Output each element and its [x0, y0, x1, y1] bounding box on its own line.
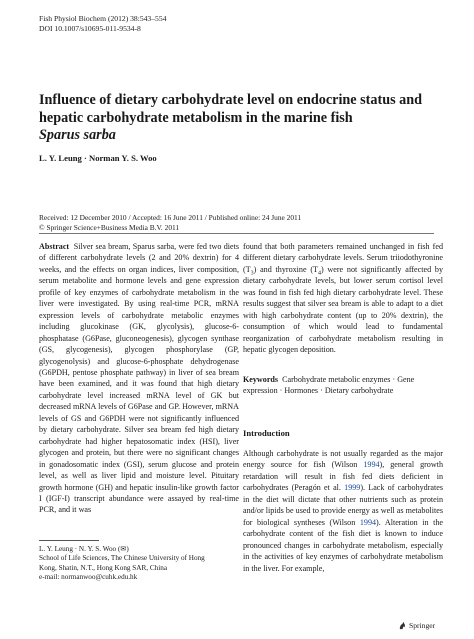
- article-title: [39, 92, 449, 145]
- abstract-text: Silver sea bream, Sparus sarba, were fed two diets of different carbohydrate levels (2 and 20% dextrin) for 4 weeks, and the effects on organ indices, liver composition, serum metabolite and hormone levels and gene expression profile of key enzymes of carbohydrate metabolism in the liver were investigated. By using real-time PCR, mRNA expression levels of carbohydrate metabolic enzymes including glucokinase (GK, glycolysis), glucose-6-phosphatase (G6Pase, gluconeogenesis), glycogen synthase (GS, glycogenesis), glycogen phosphorylase (GP, glycogenolysis) and glucose-6-phosphate dehydrogenase (G6PDH, pentose phosphate pathway) in liver of sea bream have been examined, and it was found that high dietary carbohydrate level increased mRNA level of GK but decreased mRNA levels of G6Pase and GP. However, mRNA levels of GS and G6PDH were not significantly influenced by dietary carbohydrate. Silver sea bream fed high dietary carbohydrate had higher hepatosomatic index (HSI), liver glycogen and protein, but there were no significant changes in gonadosomatic index (GSI), serum glucose and protein level, as well as liver lipid and moisture level. Pituitary growth hormone (GH) and hepatic insulin-like growth factor I (IGF-I) transcript abundance were assayed by real-time PCR, and it was: [39, 242, 239, 515]
- introduction-text: [243, 448, 443, 574]
- publisher-mark: [398, 621, 435, 630]
- keywords-text: Carbohydrate metabolic enzymes · Gene expression · Hormones · Dietary carbohydrate: [243, 375, 415, 396]
- intro-part: Although carbohydrate is not usually regarded as the major energy source for fish (Wilson: [243, 449, 443, 470]
- footnote-email[interactable]: e-mail: normanwoo@cuhk.edu.hk: [39, 572, 138, 581]
- history-dates: Received: 12 December 2010 / Accepted: 16 June 2011 / Published online: 24 June 2011: [39, 213, 302, 222]
- keywords-label: Keywords: [243, 375, 279, 384]
- footnote-school: School of Life Sciences, The Chinese University of Hong: [39, 554, 205, 563]
- keywords: [243, 374, 443, 397]
- footnote-address: Kong, Shatin, N.T., Hong Kong SAR, China: [39, 563, 168, 572]
- intro-part: ). Lack of carbohydrates in the diet will dictate that other nutrients such as protein and/or lipids be used to provide energy as well as metabolites for biological syntheses (Wilson: [243, 483, 443, 527]
- t3-subscript: 3: [250, 270, 254, 277]
- author-list: L. Y. Leung · Norman Y. S. Woo: [39, 153, 157, 163]
- footnote-authors: L. Y. Leung · N. Y. S. Woo (✉): [39, 545, 129, 553]
- title-main: Influence of dietary carbohydrate level on endocrine status and hepatic carbohydrate metabolism in the marine fish: [39, 92, 423, 126]
- divider: [39, 233, 434, 234]
- footnote-divider: [39, 540, 99, 541]
- t4-subscript: 4: [317, 270, 321, 277]
- intro-part: ). Alteration in the carbohydrate content of the fish diet is known to induce pronounced changes in carbohydrate metabolism, especially in the activities of key enzymes of carbohydrate metabolism in the liver. For example,: [243, 517, 443, 573]
- title-species: Sparus sarba: [39, 127, 116, 143]
- publisher-name: Springer: [409, 621, 436, 630]
- abstract-cont-a: found that both parameters remained unchanged in fish fed different dietary carbohydrate levels. Serum triiodothyronine (T: [243, 242, 443, 274]
- doi: DOI 10.1007/s10695-011-9534-8: [39, 24, 141, 33]
- abstract-label: Abstract: [39, 242, 70, 251]
- springer-horse-icon: [398, 621, 407, 630]
- intro-part: ), general growth retardation will result in fish fed diets deficient in carbohydrates (Peragón et al.: [243, 460, 443, 493]
- journal-header: [39, 14, 166, 34]
- reference-link[interactable]: 1994: [359, 517, 377, 527]
- reference-link[interactable]: 1999: [344, 483, 361, 493]
- article-history: [39, 213, 301, 233]
- abstract-cont-c: ) were not significantly affected by dietary carbohydrate levels, but lower serum cortisol level was found in fish fed high dietary carbohydrate level. These results suggest that silver sea bream is able to adapt to a diet with high carbohydrate content (up to 20% dextrin), the consumption of which would lead to fundamental reorganization of carbohydrate metabolism resulting in hepatic glycogen deposition.: [243, 264, 443, 355]
- abstract-cont-b: ) and thyroxine (T: [253, 264, 318, 274]
- abstract-continued: [243, 241, 443, 356]
- journal-citation: Fish Physiol Biochem (2012) 38:543–554: [39, 14, 167, 23]
- abstract-column: [39, 241, 239, 516]
- author-affiliation: [39, 545, 205, 582]
- copyright: © Springer Science+Business Media B.V. 2011: [39, 223, 180, 232]
- reference-link[interactable]: 1994: [363, 460, 380, 470]
- introduction-heading: Introduction: [243, 428, 290, 438]
